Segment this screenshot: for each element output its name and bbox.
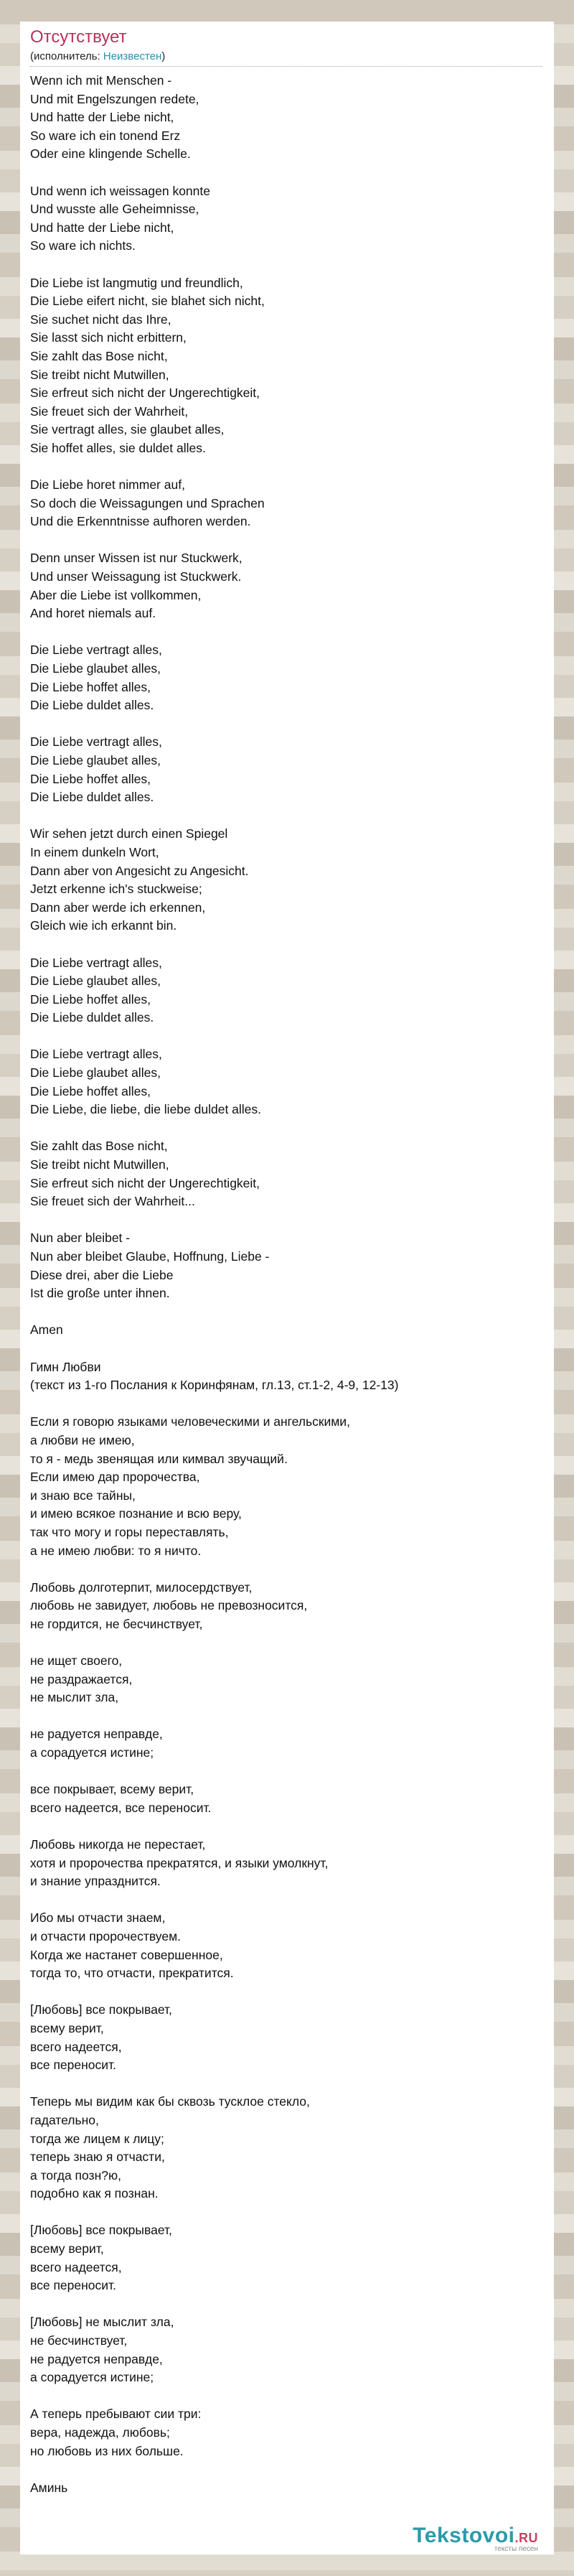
lyric-line: [Любовь] все покрывает, <box>30 2223 172 2238</box>
lyric-line: Die Liebe ist langmutig und freundlich, <box>30 275 243 290</box>
lyric-line: не гордится, не бесчинствует, <box>30 1616 203 1631</box>
lyrics-text <box>30 72 547 2497</box>
stanza-gap <box>30 1707 547 1726</box>
site-logo[interactable] <box>413 2524 538 2553</box>
lyric-line: Sie suchet nicht das Ihre, <box>30 312 171 327</box>
stanza-gap <box>30 1340 547 1358</box>
stanza-gap <box>30 623 547 642</box>
stanza-gap <box>30 256 547 274</box>
song-title: Отсутствует <box>30 27 127 47</box>
stanza-gap <box>30 1633 547 1652</box>
lyric-line: всего надеется, все переносит. <box>30 1800 212 1815</box>
lyric-line: Ибо мы отчасти знаем, <box>30 1910 166 1926</box>
stanza-gap <box>30 1395 547 1414</box>
stanza-gap <box>30 2460 547 2479</box>
lyric-line: Nun aber bleibet Glaube, Hoffnung, Liebe - <box>30 1249 270 1264</box>
performer-line <box>30 50 165 62</box>
lyric-line: Die Liebe duldet alles. <box>30 1010 154 1025</box>
lyric-line: Und mit Engelszungen redete, <box>30 91 199 106</box>
lyric-line: And horet niemals auf. <box>30 606 156 621</box>
lyric-line: то я - медь звенящая или кимвал звучащий. <box>30 1451 288 1466</box>
lyric-line: А теперь пребывают сии три: <box>30 2407 202 2422</box>
lyric-line: Die Liebe vertragt alles, <box>30 1047 162 1062</box>
lyric-line: Sie treibt nicht Mutwillen, <box>30 1157 169 1172</box>
lyric-line: Amen <box>30 1322 63 1338</box>
lyric-line: Гимн Любви <box>30 1359 101 1374</box>
lyric-line: So ware ich ein tonend Erz <box>30 128 181 143</box>
stanza-gap <box>30 1891 547 1910</box>
lyric-line: Nun aber bleibet - <box>30 1231 131 1246</box>
stanza-gap <box>30 2387 547 2406</box>
lyric-line: Die Liebe glaubet alles, <box>30 1065 161 1081</box>
performer-suffix: ) <box>161 50 166 62</box>
lyric-line: все переносит. <box>30 2058 116 2073</box>
lyric-line: а сорадуется истине; <box>30 1745 154 1760</box>
lyric-line: So ware ich nichts. <box>30 238 136 253</box>
logo-tagline: тексты песен <box>494 2545 538 2553</box>
lyric-line: [Любовь] все покрывает, <box>30 2002 172 2017</box>
lyric-line: Die Liebe hoffet alles, <box>30 679 151 694</box>
lyric-line: Und die Erkenntnisse aufhoren werden. <box>30 514 251 529</box>
lyric-line: Die Liebe hoffet alles, <box>30 1083 151 1098</box>
lyric-line: всего надеется, <box>30 2039 122 2054</box>
lyric-line: Wenn ich mit Menschen - <box>30 73 172 88</box>
stanza-gap <box>30 1983 547 2002</box>
logo-name: Tekstovoi <box>413 2524 515 2547</box>
lyric-line: Sie freuet sich der Wahrheit, <box>30 403 189 419</box>
lyric-line: In einem dunkeln Wort, <box>30 844 159 859</box>
lyric-line: все переносит. <box>30 2278 116 2293</box>
lyric-line: Аминь <box>30 2480 68 2495</box>
lyric-line: не бесчинствует, <box>30 2333 128 2348</box>
title-divider <box>30 66 542 67</box>
lyric-line: Die Liebe hoffet alles, <box>30 991 151 1007</box>
lyric-line: не радуется неправде, <box>30 1727 163 1742</box>
lyric-line: Die Liebe vertragt alles, <box>30 955 162 970</box>
lyric-line: не мыслит зла, <box>30 1690 119 1705</box>
lyric-line: и знаю все тайны, <box>30 1488 136 1503</box>
lyric-line: Dann aber werde ich erkennen, <box>30 900 206 915</box>
lyric-line: тогда то, что отчасти, прекратится. <box>30 1966 234 1981</box>
lyric-line: Die Liebe glaubet alles, <box>30 661 161 676</box>
lyrics-page <box>20 22 554 2554</box>
lyric-line: так что могу и горы переставлять, <box>30 1524 229 1539</box>
stanza-gap <box>30 1763 547 1781</box>
lyric-line: всего надеется, <box>30 2259 122 2274</box>
lyric-line: всему верит, <box>30 2241 104 2257</box>
lyric-line: хотя и пророчества прекратятся, и языки умолкнут, <box>30 1855 329 1870</box>
lyric-line: не радуется неправде, <box>30 2351 163 2366</box>
lyric-line: и знание упразднится. <box>30 1874 161 1889</box>
lyric-line: Und hatte der Liebe nicht, <box>30 110 174 125</box>
lyric-line: Sie treibt nicht Mutwillen, <box>30 367 169 382</box>
lyric-line: Любовь никогда не перестает, <box>30 1837 206 1852</box>
lyric-line: теперь знаю я отчасти, <box>30 2150 165 2165</box>
lyric-line: Jetzt erkenne ich's stuckweise; <box>30 882 202 897</box>
lyric-line: Die Liebe glaubet alles, <box>30 752 161 767</box>
stanza-gap <box>30 1817 547 1836</box>
performer-link[interactable]: Неизвестен <box>103 50 162 62</box>
performer-prefix: (исполнитель: <box>30 50 103 62</box>
stanza-gap <box>30 715 547 734</box>
lyric-line: Und wusste alle Geheimnisse, <box>30 202 199 217</box>
lyric-line: Und wenn ich weissagen konnte <box>30 183 210 198</box>
lyric-line: Sie zahlt das Bose nicht, <box>30 348 168 363</box>
lyric-line: Die Liebe duldet alles. <box>30 698 154 713</box>
lyric-line: Sie erfreut sich nicht der Ungerechtigkeit, <box>30 386 260 401</box>
lyric-line: Теперь мы видим как бы сквозь тусклое стекло, <box>30 2094 310 2109</box>
lyric-line: не ищет своего, <box>30 1653 123 1669</box>
lyric-line: [Любовь] не мыслит зла, <box>30 2315 174 2330</box>
lyric-line: а любви не имею, <box>30 1432 135 1447</box>
stanza-gap <box>30 531 547 550</box>
lyric-line: но любовь из них больше. <box>30 2443 184 2458</box>
lyric-line: Sie vertragt alles, sie glaubet alles, <box>30 422 225 437</box>
lyric-line: Если имею дар пророчества, <box>30 1470 200 1485</box>
stanza-gap <box>30 1560 547 1579</box>
lyric-line: любовь не завидует, любовь не превозносится, <box>30 1598 308 1613</box>
lyric-line: Oder eine klingende Schelle. <box>30 146 191 162</box>
lyric-line: не раздражается, <box>30 1671 133 1686</box>
lyric-line: а не имею любви: то я ничто. <box>30 1543 202 1558</box>
lyric-line: Und unser Weissagung ist Stuckwerk. <box>30 569 242 584</box>
lyric-line: Die Liebe horet nimmer auf, <box>30 477 185 493</box>
lyric-line: все покрывает, всему верит, <box>30 1782 194 1797</box>
lyric-line: Sie lasst sich nicht erbittern, <box>30 330 187 345</box>
lyric-line: а тогда позн?ю, <box>30 2167 121 2183</box>
stanza-gap <box>30 807 547 826</box>
lyric-line: Ist die große unter ihnen. <box>30 1286 170 1301</box>
lyric-line: Dann aber von Angesicht zu Angesicht. <box>30 863 249 878</box>
lyric-line: Любовь долготерпит, милосердствует, <box>30 1579 253 1595</box>
stanza-gap <box>30 1303 547 1322</box>
stanza-gap <box>30 935 547 954</box>
lyric-line: Die Liebe vertragt alles, <box>30 734 162 750</box>
lyric-line: Diese drei, aber die Liebe <box>30 1267 174 1282</box>
lyric-line: Sie erfreut sich nicht der Ungerechtigkeit, <box>30 1175 260 1190</box>
lyric-line: Die Liebe hoffet alles, <box>30 771 151 786</box>
lyric-line: всему верит, <box>30 2020 104 2035</box>
stanza-gap <box>30 164 547 182</box>
lyric-line: Die Liebe, die liebe, die liebe duldet alles. <box>30 1102 262 1117</box>
lyric-line: Sie freuet sich der Wahrheit... <box>30 1194 195 1209</box>
lyric-line: и имею всякое познание и всю веру, <box>30 1506 242 1521</box>
lyric-line: Die Liebe eifert nicht, sie blahet sich nicht, <box>30 294 265 309</box>
lyric-line: Sie zahlt das Bose nicht, <box>30 1139 168 1154</box>
stanza-gap <box>30 1027 547 1046</box>
lyric-line: Die Liebe vertragt alles, <box>30 643 162 658</box>
stanza-gap <box>30 457 547 476</box>
stanza-gap <box>30 1211 547 1230</box>
lyric-line: Когда же настанет совершенное, <box>30 1947 223 1962</box>
lyric-line: Wir sehen jetzt durch einen Spiegel <box>30 826 228 841</box>
lyric-line: So doch die Weissagungen und Sprachen <box>30 495 265 510</box>
lyric-line: а сорадуется истине; <box>30 2370 154 2385</box>
lyric-line: Und hatte der Liebe nicht, <box>30 220 174 235</box>
lyric-line: Sie hoffet alles, sie duldet alles. <box>30 440 206 455</box>
lyric-line: подобно как я познан. <box>30 2186 159 2201</box>
lyric-line: Aber die Liebe ist vollkommen, <box>30 587 202 602</box>
lyric-line: Gleich wie ich erkannt bin. <box>30 918 177 933</box>
lyric-line: гадательно, <box>30 2112 99 2127</box>
stanza-gap <box>30 2203 547 2222</box>
lyric-line: и отчасти пророчествуем. <box>30 1928 181 1943</box>
lyric-line: Если я говорю языками человеческими и ангельскими, <box>30 1414 350 1429</box>
stanza-gap <box>30 1119 547 1138</box>
stanza-gap <box>30 2075 547 2094</box>
lyric-line: тогда же лицем к лицу; <box>30 2131 164 2146</box>
lyric-line: (текст из 1-го Послания к Коринфянам, гл.13, ст.1-2, 4-9, 12-13) <box>30 1378 399 1393</box>
lyric-line: Die Liebe glaubet alles, <box>30 974 161 989</box>
stanza-gap <box>30 2295 547 2314</box>
lyric-line: вера, надежда, любовь; <box>30 2425 170 2440</box>
lyric-line: Denn unser Wissen ist nur Stuckwerk, <box>30 551 243 566</box>
lyric-line: Die Liebe duldet alles. <box>30 790 154 805</box>
logo-domain: .RU <box>514 2531 538 2545</box>
